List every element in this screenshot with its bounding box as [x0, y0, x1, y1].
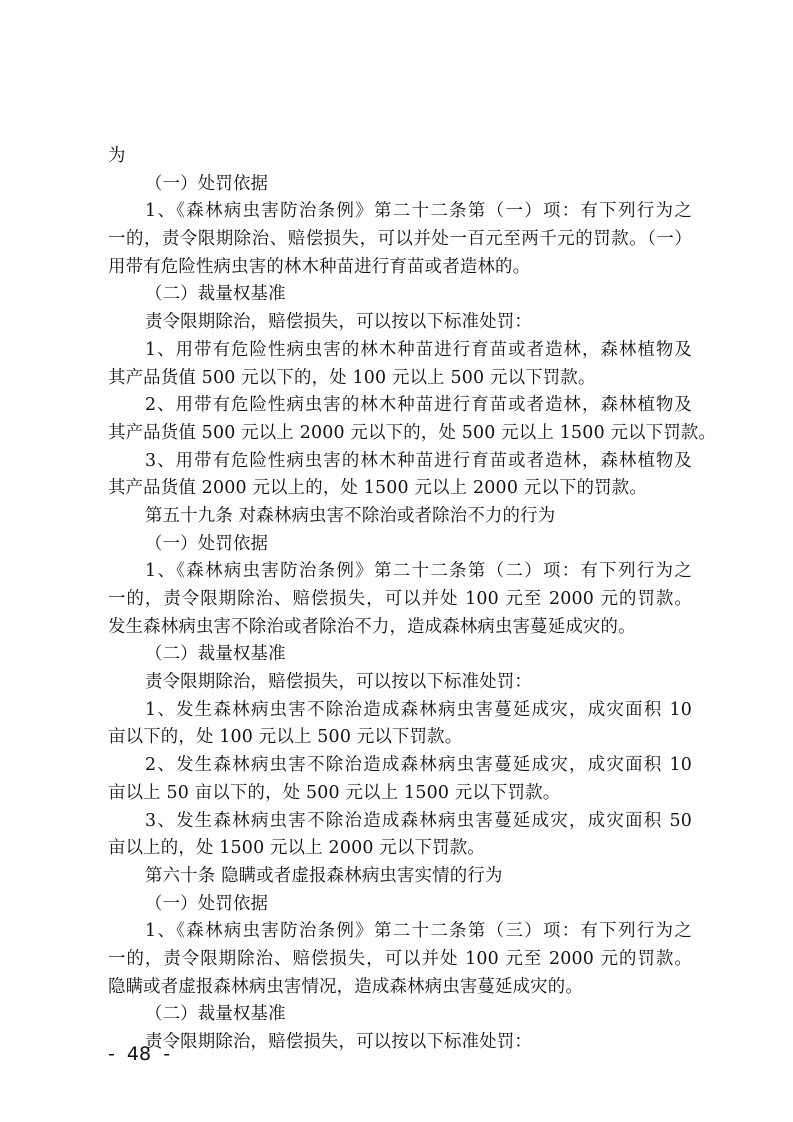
text-line: 3、发生森林病虫害不除治造成森林病虫害蔓延成灾，成灾面积 50 — [145, 810, 692, 831]
article-heading-59: 第五十九条 对森林病虫害不除治或者除治不力的行为 — [145, 505, 556, 526]
text-line: 责令限期除治，赔偿损失，可以按以下标准处罚： — [145, 1032, 532, 1052]
section-heading-penalty-basis: （一）处罚依据 — [145, 173, 269, 194]
text-line: 一的，责令限期除治、赔偿损失，可以并处一百元至两千元的罚款。（一） — [108, 229, 692, 250]
section-heading-discretion-standard: （二）裁量权基准 — [145, 284, 286, 305]
text-line: 一的，责令限期除治、赔偿损失，可以并处 100 元至 2000 元的罚款。 — [108, 589, 692, 609]
text-line: 亩以上的，处 1500 元以上 2000 元以下罚款。 — [108, 838, 485, 859]
text-line: 其产品货值 500 元以下的，处 100 元以上 500 元以下罚款。 — [108, 367, 596, 388]
section-heading-discretion-standard: （二）裁量权基准 — [145, 1004, 286, 1025]
text-line: 发生森林病虫害不除治或者除治不力，造成森林病虫害蔓延成灾的。 — [108, 616, 636, 637]
text-line: 1、《森林病虫害防治条例》第二十二条第（二）项：有下列行为之 — [145, 561, 692, 582]
text-line: 1、用带有危险性病虫害的林木种苗进行育苗或者造林，森林植物及 — [145, 339, 692, 360]
page-number: - 48 - — [108, 1043, 171, 1065]
text-line: 2、用带有危险性病虫害的林木种苗进行育苗或者造林，森林植物及 — [145, 395, 692, 416]
text-line: 一的，责令限期除治、赔偿损失，可以并处 100 元至 2000 元的罚款。 — [108, 948, 692, 969]
text-line: 责令限期除治，赔偿损失，可以按以下标准处罚： — [145, 672, 532, 693]
section-heading-discretion-standard: （二）裁量权基准 — [145, 644, 286, 665]
text-line: 用带有危险性病虫害的林木种苗进行育苗或者造林的。 — [108, 256, 531, 277]
text-line: 其产品货值 2000 元以上的，处 1500 元以上 2000 元以下的罚款。 — [108, 478, 647, 499]
document-body — [108, 143, 717, 1057]
text-line: 3、用带有危险性病虫害的林木种苗进行育苗或者造林，森林植物及 — [145, 450, 692, 471]
text-line: 隐瞒或者虚报森林病虫害情况，造成森林病虫害蔓延成灾的。 — [108, 976, 583, 997]
text-line: 其产品货值 500 元以上 2000 元以下的，处 500 元以上 1500 元以下罚款。 — [108, 422, 717, 443]
section-heading-penalty-basis: （一）处罚依据 — [145, 893, 269, 914]
article-heading-60: 第六十条 隐瞒或者虚报森林病虫害实情的行为 — [145, 865, 503, 886]
text-line: 1、《森林病虫害防治条例》第二十二条第（三）项：有下列行为之 — [145, 921, 692, 942]
text-line: 责令限期除治，赔偿损失，可以按以下标准处罚： — [145, 312, 532, 333]
section-heading-penalty-basis: （一）处罚依据 — [145, 533, 269, 554]
text-line: 1、《森林病虫害防治条例》第二十二条第（一）项：有下列行为之 — [145, 201, 692, 222]
text-line: 为 — [108, 146, 126, 166]
text-line: 1、发生森林病虫害不除治造成森林病虫害蔓延成灾，成灾面积 10 — [145, 699, 692, 720]
text-line: 亩以上 50 亩以下的，处 500 元以上 1500 元以下罚款。 — [108, 782, 561, 803]
text-line: 2、发生森林病虫害不除治造成森林病虫害蔓延成灾，成灾面积 10 — [145, 755, 692, 776]
text-line: 亩以下的，处 100 元以上 500 元以下罚款。 — [108, 727, 463, 748]
